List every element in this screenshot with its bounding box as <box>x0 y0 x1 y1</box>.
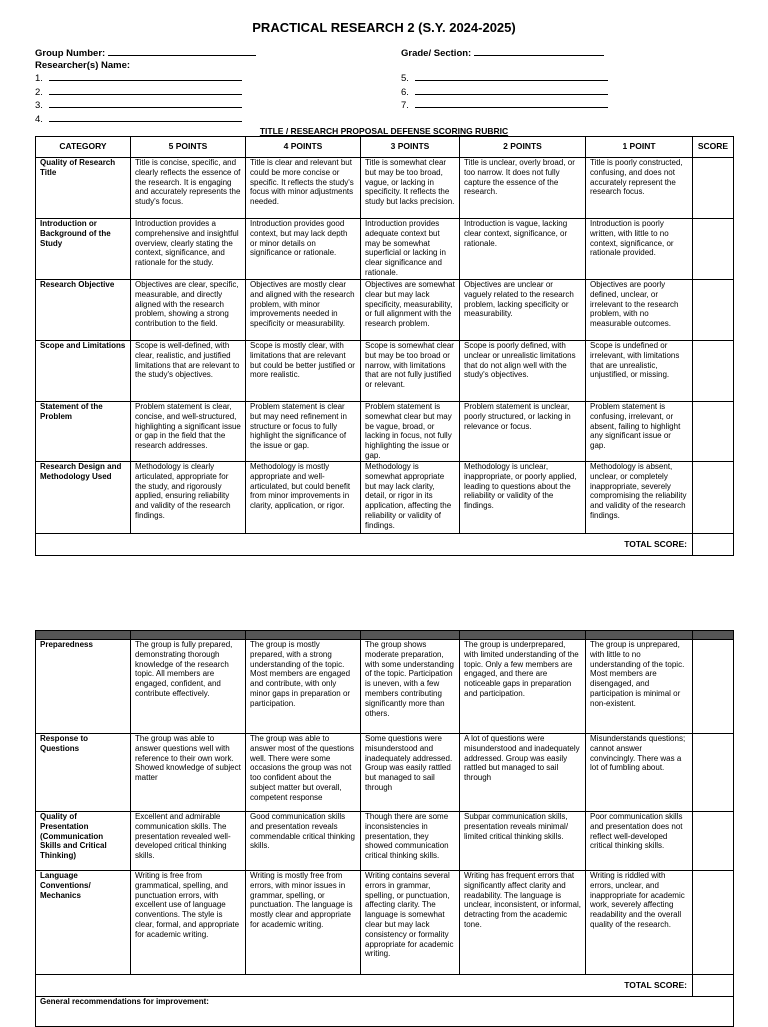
criteria-cell: Methodology is mostly appropriate and well-articulated, but could benefit from minor improvements in clarity, application, or rigor. <box>246 462 361 534</box>
category-cell: Language Conventions/ Mechanics <box>36 871 131 975</box>
researcher-name-field[interactable] <box>415 85 608 95</box>
researcher-name-field[interactable] <box>49 98 242 108</box>
grade-section-field[interactable] <box>474 46 604 56</box>
column-header: 4 POINTS <box>246 137 361 158</box>
criteria-cell: Introduction provides a comprehensive and insightful overview, clearly stating the context, significance, and rationale for the study. <box>131 219 246 280</box>
criteria-cell: Methodology is clearly articulated, appropriate for the study, and rigorously applied, ensuring reliability and validity of the research findings. <box>131 462 246 534</box>
researcher-line[interactable] <box>35 112 256 126</box>
researcher-number: 7. <box>401 100 409 111</box>
criteria-cell: Problem statement is somewhat clear but may be vague, broad, or lacking in focus, not fully highlighting the issue or gap. <box>361 402 460 462</box>
score-cell[interactable] <box>693 219 734 280</box>
criteria-cell: A lot of questions were misunderstood and inadequately addressed. Group was easily rattled but managed to sail through <box>460 734 586 812</box>
rubric-row <box>36 640 734 734</box>
total-score-cell[interactable] <box>693 975 734 997</box>
criteria-cell: Objectives are poorly defined, unclear, or irrelevant to the research problem, with no measurable outcomes. <box>586 280 693 341</box>
total-row <box>36 534 734 556</box>
criteria-cell: Subpar communication skills, presentation reveals minimal/ limited critical thinking skills. <box>460 812 586 871</box>
researcher-line[interactable] <box>35 98 256 112</box>
researcher-line[interactable] <box>35 85 256 99</box>
rubric-row <box>36 812 734 871</box>
criteria-cell: Methodology is somewhat appropriate but may lack clarity, detail, or rigor in its application, affecting the reliability or validity of findings. <box>361 462 460 534</box>
researcher-name-field[interactable] <box>49 85 242 95</box>
total-score-cell[interactable] <box>693 534 734 556</box>
column-header: 3 POINTS <box>361 137 460 158</box>
criteria-cell: Objectives are unclear or vaguely related to the research problem, lacking specificity or measurability. <box>460 280 586 341</box>
researcher-number: 3. <box>35 100 43 111</box>
criteria-cell: Objectives are clear, specific, measurable, and directly aligned with the research problem, showing a strong contribution to the field. <box>131 280 246 341</box>
criteria-cell: Introduction provides good context, but may lack depth or minor details on significance or rationale. <box>246 219 361 280</box>
general-recommendations[interactable]: General recommendations for improvement: <box>36 997 734 1027</box>
page-title: PRACTICAL RESEARCH 2 (S.Y. 2024-2025) <box>252 20 516 35</box>
criteria-cell: Misunderstands questions; cannot answer convincingly. There was a lot of fumbling about. <box>586 734 693 812</box>
criteria-cell: Poor communication skills and presentation does not reflect well-developed critical thinking skills. <box>586 812 693 871</box>
group-number-field[interactable] <box>108 46 256 56</box>
researcher-name-field[interactable] <box>49 71 242 81</box>
researchers-label: Researcher(s) Name: <box>35 59 131 71</box>
criteria-cell: The group was able to answer questions well with reference to their own work. Showed knowledge of subject matter <box>131 734 246 812</box>
criteria-cell: Title is unclear, overly broad, or too narrow. It does not fully capture the essence of the research. <box>460 158 586 219</box>
criteria-cell: The group is underprepared, with limited understanding of the topic. Only a few members are engaged, and there are noticeable gaps in preparation and participation. <box>460 640 586 734</box>
grade-section-label: Grade/ Section: <box>401 48 472 59</box>
category-cell: Response to Questions <box>36 734 131 812</box>
score-cell[interactable] <box>693 402 734 462</box>
criteria-cell: Problem statement is confusing, irrelevant, or absent, failing to highlight any significant issue or gap. <box>586 402 693 462</box>
score-cell[interactable] <box>693 871 734 975</box>
rubric-table-2 <box>35 630 734 1027</box>
criteria-cell: Problem statement is clear, concise, and well-structured, highlighting a significant issue or gap in the field that the research addresses. <box>131 402 246 462</box>
total-row <box>36 975 734 997</box>
criteria-cell: Writing is mostly free from errors, with minor issues in grammar, spelling, or punctuation. The language is mostly clear and appropriate for academic writing. <box>246 871 361 975</box>
criteria-cell: Objectives are somewhat clear but may lack specificity, measurability, or full alignment with the research problem. <box>361 280 460 341</box>
score-cell[interactable] <box>693 462 734 534</box>
criteria-cell: The group is unprepared, with little to no understanding of the topic. Most members are disengaged, and participation is minimal or non-existent. <box>586 640 693 734</box>
researcher-line[interactable] <box>35 71 256 85</box>
criteria-cell: Writing contains several errors in grammar, spelling, or punctuation, affecting clarity. The language is somewhat clear but may lack consistency or formality appropriate for academic writing. <box>361 871 460 975</box>
rubric-row <box>36 280 734 341</box>
criteria-cell: Some questions were misunderstood and inadequately addressed. Group was easily rattled but managed to sail through <box>361 734 460 812</box>
rubric-row <box>36 219 734 280</box>
total-score-label: TOTAL SCORE: <box>36 975 693 997</box>
category-cell: Research Design and Methodology Used <box>36 462 131 534</box>
table-header-bar <box>36 631 734 640</box>
category-cell: Quality of Research Title <box>36 158 131 219</box>
column-header: SCORE <box>693 137 734 158</box>
criteria-cell: Title is somewhat clear but may be too broad, vague, or lacking in specificity. It reflects the study but lacks precision. <box>361 158 460 219</box>
criteria-cell: Introduction is vague, lacking clear context, significance, or rationale. <box>460 219 586 280</box>
rubric-row <box>36 871 734 975</box>
researcher-number: 4. <box>35 113 43 125</box>
criteria-cell: Title is concise, specific, and clearly reflects the essence of the research. It is engaging and accurately represents the study's focus. <box>131 158 246 219</box>
recommendations-row <box>36 997 734 1027</box>
score-cell[interactable] <box>693 734 734 812</box>
score-cell[interactable] <box>693 280 734 341</box>
column-header: CATEGORY <box>36 137 131 158</box>
researcher-line[interactable] <box>401 85 608 99</box>
rubric-row <box>36 158 734 219</box>
category-cell: Statement of the Problem <box>36 402 131 462</box>
column-header: 2 POINTS <box>460 137 586 158</box>
criteria-cell: Title is clear and relevant but could be more concise or specific. It reflects the study's focus with minor adjustments needed. <box>246 158 361 219</box>
header-bar-cell <box>131 631 246 640</box>
researcher-line[interactable] <box>401 98 608 112</box>
header-bar-cell <box>460 631 586 640</box>
criteria-cell: The group shows moderate preparation, with some understanding of the topic. Participation is uneven, with a few members contributing significantly more than others. <box>361 640 460 734</box>
researcher-number: 6. <box>401 86 409 98</box>
criteria-cell: Though there are some inconsistencies in presentation, they showed communication critical thinking skills. <box>361 812 460 871</box>
category-cell: Scope and Limitations <box>36 341 131 402</box>
criteria-cell: Scope is mostly clear, with limitations that are relevant but could be better justified or more realistic. <box>246 341 361 402</box>
researcher-line[interactable] <box>401 71 608 85</box>
criteria-cell: Problem statement is clear but may need refinement in structure or focus to fully highlight the significance of the issue or gap. <box>246 402 361 462</box>
criteria-cell: Scope is poorly defined, with unclear or unrealistic limitations that do not align well with the study's objectives. <box>460 341 586 402</box>
score-cell[interactable] <box>693 341 734 402</box>
category-cell: Quality of Presentation (Communication Skills and Critical Thinking) <box>36 812 131 871</box>
total-score-label: TOTAL SCORE: <box>36 534 693 556</box>
score-cell[interactable] <box>693 158 734 219</box>
rubric-row <box>36 402 734 462</box>
header-left <box>35 46 256 125</box>
rubric-row <box>36 734 734 812</box>
researcher-name-field[interactable] <box>415 71 608 81</box>
score-cell[interactable] <box>693 640 734 734</box>
score-cell[interactable] <box>693 812 734 871</box>
rubric-title: TITLE / RESEARCH PROPOSAL DEFENSE SCORING RUBRIC <box>259 126 509 136</box>
header-bar-cell <box>246 631 361 640</box>
category-cell: Research Objective <box>36 280 131 341</box>
criteria-cell: Title is poorly constructed, confusing, and does not accurately represent the research focus. <box>586 158 693 219</box>
researcher-number: 5. <box>401 73 409 84</box>
researcher-name-field[interactable] <box>415 98 608 108</box>
criteria-cell: Writing is free from grammatical, spelling, and punctuation errors, with excellent use of language conventions. The style is clear, formal, and appropriate for academic writing. <box>131 871 246 975</box>
criteria-cell: Writing is riddled with errors, unclear, and inappropriate for academic work, severely affecting readability and the overall quality of the research. <box>586 871 693 975</box>
criteria-cell: Methodology is unclear, inappropriate, or poorly applied, leading to questions about the reliability or validity of the findings. <box>460 462 586 534</box>
researcher-name-field[interactable] <box>49 112 242 122</box>
criteria-cell: The group is fully prepared, demonstrating thorough knowledge of the research topic. All members are engaged, confident, and contribute effectively. <box>131 640 246 734</box>
criteria-cell: Scope is somewhat clear but may be too broad or narrow, with limitations that are not fully justified or relevant. <box>361 341 460 402</box>
criteria-cell: The group was able to answer most of the questions well. There were some occasions the group was not too confident about the subject matter but overall, competent response <box>246 734 361 812</box>
criteria-cell: Introduction provides adequate context but may be somewhat superficial or lacking in clear significance and rationale. <box>361 219 460 280</box>
criteria-cell: Methodology is absent, unclear, or completely inappropriate, severely compromising the reliability and validity of the research findings. <box>586 462 693 534</box>
criteria-cell: Introduction is poorly written, with little to no context, significance, or rationale provided. <box>586 219 693 280</box>
criteria-cell: Excellent and admirable communication skills. The presentation revealed well-developed critical thinking skills. <box>131 812 246 871</box>
category-cell: Preparedness <box>36 640 131 734</box>
criteria-cell: Objectives are mostly clear and aligned with the research problem, with minor improvements needed in specificity or measurability. <box>246 280 361 341</box>
header-bar-cell <box>693 631 734 640</box>
criteria-cell: Problem statement is unclear, poorly structured, or lacking in relevance or focus. <box>460 402 586 462</box>
group-number-label: Group Number: <box>35 48 106 59</box>
criteria-cell: Scope is well-defined, with clear, realistic, and justified limitations that are relevant to the study's objectives. <box>131 341 246 402</box>
rubric-row <box>36 462 734 534</box>
criteria-cell: Writing has frequent errors that significantly affect clarity and readability. The language is unclear, inconsistent, or informal, detracting from the academic tone. <box>460 871 586 975</box>
header-right <box>401 46 608 112</box>
criteria-cell: Scope is undefined or irrelevant, with limitations that are unrealistic, unjustified, or missing. <box>586 341 693 402</box>
header-bar-cell <box>361 631 460 640</box>
column-header: 1 POINT <box>586 137 693 158</box>
column-header: 5 POINTS <box>131 137 246 158</box>
researcher-number: 2. <box>35 86 43 98</box>
criteria-cell: The group is mostly prepared, with a strong understanding of the topic. Most members are engaged and contribute, with only minor gaps in preparation or participation. <box>246 640 361 734</box>
rubric-table-1 <box>35 136 734 556</box>
criteria-cell: Good communication skills and presentation reveals commendable critical thinking skills. <box>246 812 361 871</box>
researcher-number: 1. <box>35 73 43 84</box>
header-bar-cell <box>586 631 693 640</box>
category-cell: Introduction or Background of the Study <box>36 219 131 280</box>
header-bar-cell <box>36 631 131 640</box>
rubric-row <box>36 341 734 402</box>
